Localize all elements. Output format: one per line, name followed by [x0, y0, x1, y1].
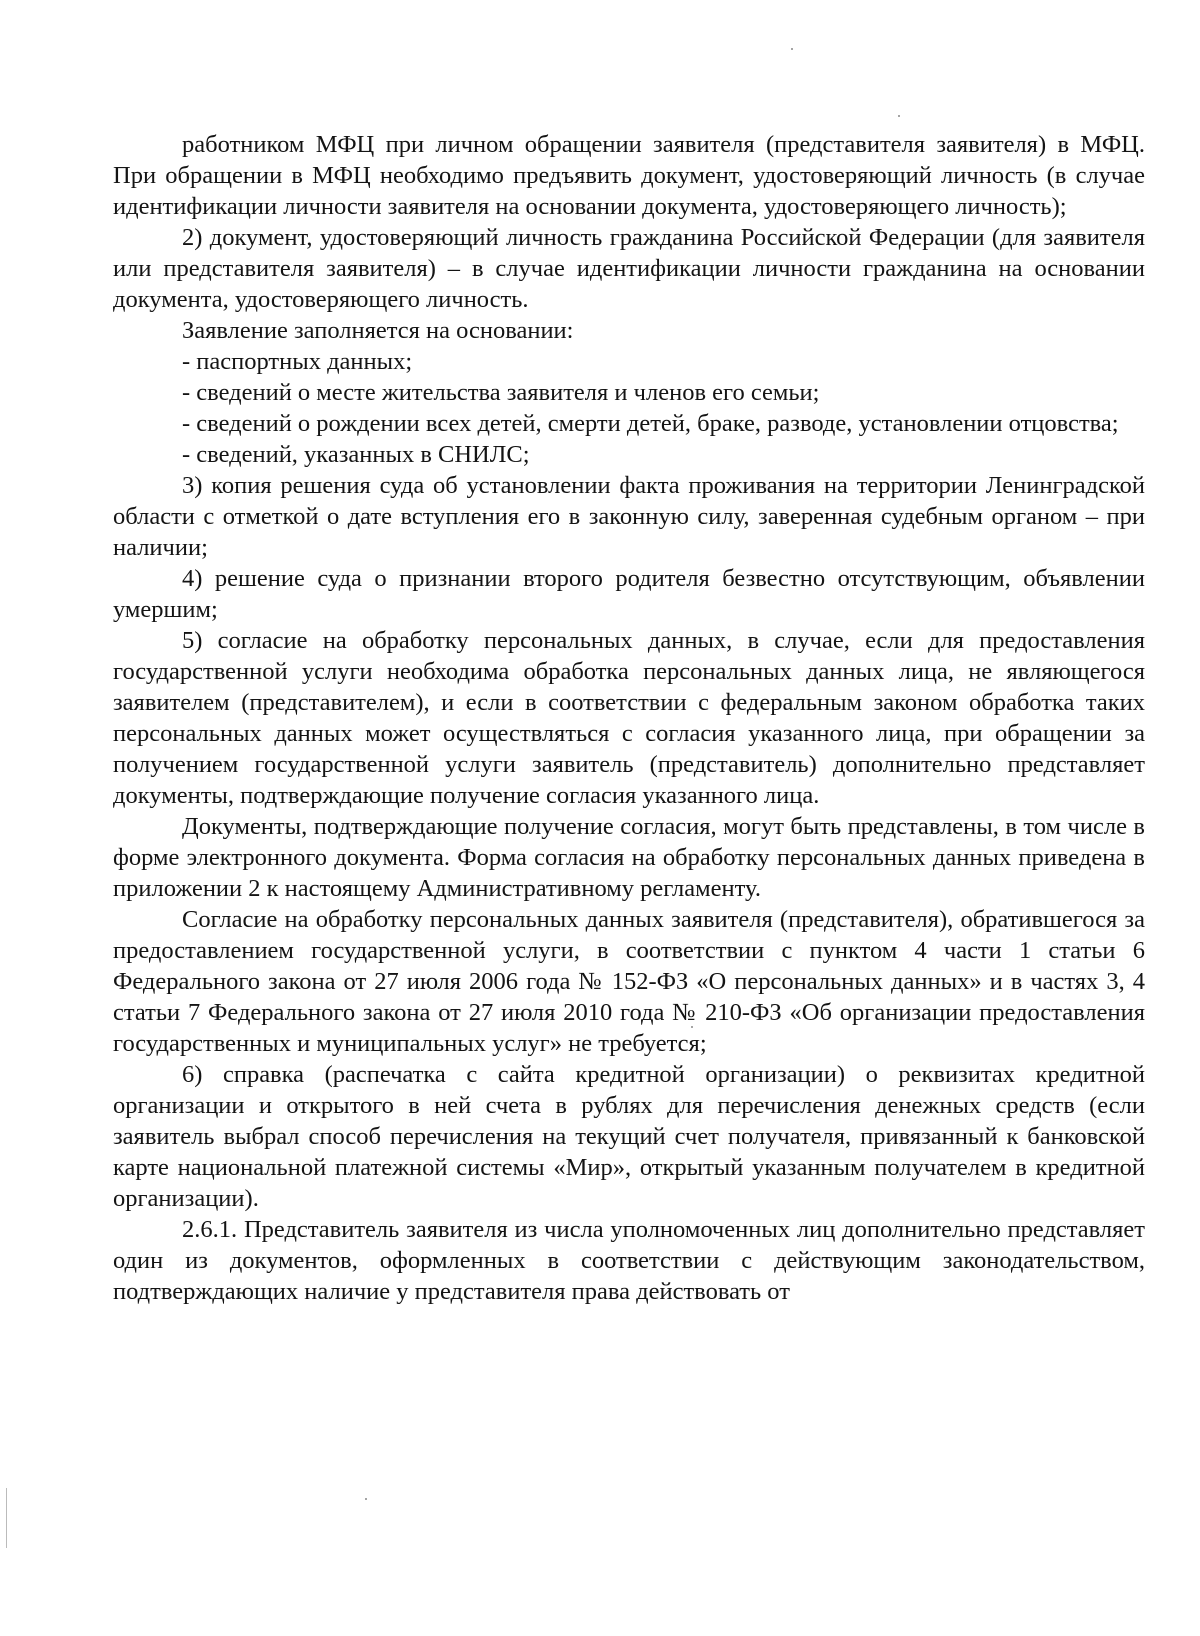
paragraph: 4) решение суда о признании второго родителя безвестно отсутствующим, объявлении умершим; [113, 565, 1145, 623]
list-item: - сведений о рождении всех детей, смерти детей, браке, разводе, установлении отцовства; [182, 410, 1119, 437]
paragraph: работником МФЦ при личном обращении заявителя (представителя заявителя) в МФЦ. При обращении в МФЦ необходимо предъявить документ, удостоверяющий личность (в случае идентификации личности заявителя на основании документа, удостоверяющего личность); [113, 131, 1145, 220]
paragraph: Заявление заполняется на основании: [182, 317, 574, 344]
paragraph: 2.6.1. Представитель заявителя из числа уполномоченных лиц дополнительно представляет один из документов, оформленных в соответствии с действующим законодательством, подтверждающих наличие у представителя права действовать от [113, 1216, 1145, 1305]
paragraph: 5) согласие на обработку персональных данных, в случае, если для предоставления государственной услуги необходима обработка персональных данных лица, не являющегося заявителем (представителем), и если в соответствии с федеральным законом обработка таких персональных данных может осуществляться с согласия указанного лица, при обращении за получением государственной услуги заявитель (представитель) дополнительно представляет документы, подтверждающие получение согласия указанного лица. [113, 627, 1145, 809]
list-item: - сведений, указанных в СНИЛС; [182, 441, 530, 468]
scan-speck [365, 1498, 367, 1500]
list-item: - паспортных данных; [182, 348, 413, 375]
paragraph: 2) документ, удостоверяющий личность гражданина Российской Федерации (для заявителя или представителя заявителя) – в случае идентификации личности гражданина на основании документа, удостоверяющего личность. [113, 224, 1145, 313]
paragraph: 3) копия решения суда об установлении факта проживания на территории Ленинградской области с отметкой о дате вступления его в законную силу, заверенная судебным органом – при наличии; [113, 472, 1145, 561]
scan-edge-mark [6, 1488, 7, 1548]
scan-speck [898, 115, 900, 117]
paragraph: 6) справка (распечатка с сайта кредитной организации) о реквизитах кредитной организации и открытого в ней счета в рублях для перечисления денежных средств (если заявитель выбрал способ перечисления на текущий счет получателя, привязанный к банковской карте национальной платежной системы «Мир», открытый указанным получателем в кредитной организации). [113, 1061, 1145, 1212]
paragraph: Документы, подтверждающие получение согласия, могут быть представлены, в том числе в форме электронного документа. Форма согласия на обработку персональных данных приведена в приложении 2 к настоящему Административному регламенту. [113, 813, 1145, 902]
scan-speck [791, 48, 793, 50]
list-item: - сведений о месте жительства заявителя и членов его семьи; [182, 379, 820, 406]
scan-speck [691, 1026, 693, 1028]
paragraph: Согласие на обработку персональных данных заявителя (представителя), обратившегося за предоставлением государственной услуги, в соответствии с пунктом 4 части 1 статьи 6 Федерального закона от 27 июля 2006 года № 152-ФЗ «О персональных данных» и в частях 3, 4 статьи 7 Федерального закона от 27 июля 2010 года № 210-ФЗ «Об организации предоставления государственных и муниципальных услуг» не требуется; [113, 906, 1145, 1057]
document-page [113, 129, 1145, 1307]
